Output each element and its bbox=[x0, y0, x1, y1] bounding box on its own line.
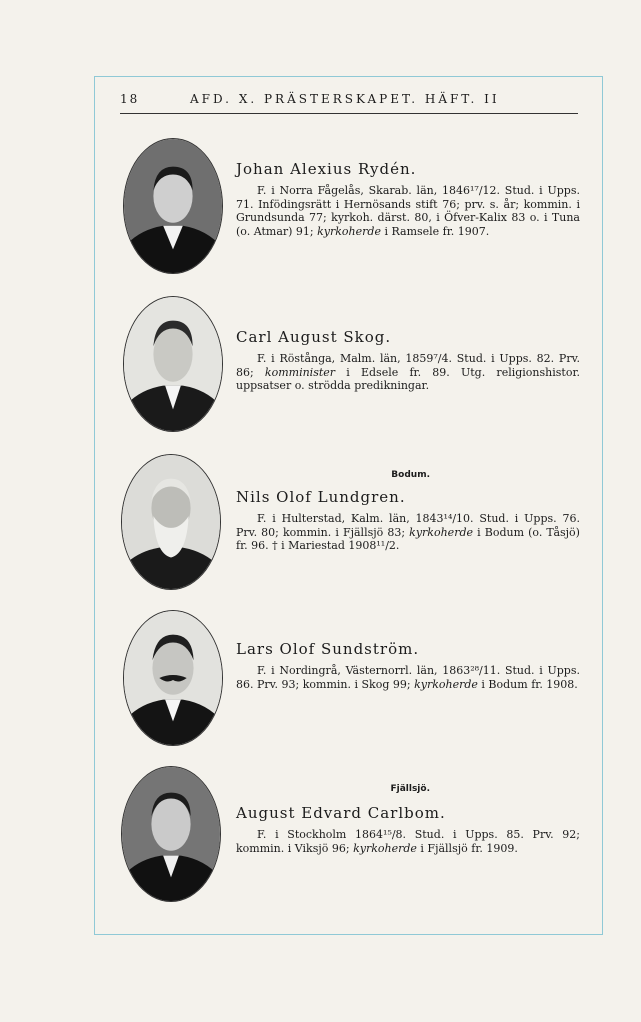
portrait-sundstrom bbox=[123, 610, 223, 746]
entry-sundstrom bbox=[236, 640, 580, 691]
entry-text: F. i Nordingrå, Västernorrl. län, 1863²⁸/11. Stud. i Upps. 86. Prv. 93; kommin. i Skog 99; kyrkoherde i Bodum fr. 1908. bbox=[236, 664, 580, 691]
entry-text: F. i Röstånga, Malm. län, 1859⁷/4. Stud. i Upps. 82. Prv. 86; komminister i Edsele fr. 89. Utg. religionshistor. uppsatser o. strödda predikningar. bbox=[236, 352, 580, 392]
place-heading-bodum: Bodum. bbox=[391, 470, 430, 480]
entry-name: Johan Alexius Rydén. bbox=[236, 160, 417, 178]
entry-text: F. i Norra Fågelås, Skarab. län, 1846¹⁷/12. Stud. i Upps. 71. Infödingsrätt i Hernösands stift 76; prv. s. år; kommin. i Grundsunda 77; kyrkoh. därst. 80, i Öfver-Kalix 83 o. i Tuna (o. Atmar) 91; kyrkoherde i Ramsele fr. 1907. bbox=[236, 184, 580, 238]
entry-skog bbox=[236, 328, 580, 393]
portrait-ryden bbox=[123, 138, 223, 274]
place-heading-fjallsjo: Fjällsjö. bbox=[390, 784, 430, 794]
entry-carlbom bbox=[236, 804, 580, 855]
running-title: AFD. X. PRÄSTERSKAPET. HÄFT. II bbox=[190, 92, 500, 106]
portrait-lundgren bbox=[121, 454, 221, 590]
entry-name: Lars Olof Sundström. bbox=[236, 640, 420, 658]
header-rule bbox=[120, 113, 578, 114]
entry-name: Nils Olof Lundgren. bbox=[236, 488, 406, 506]
entry-text: F. i Stockholm 1864¹⁵/8. Stud. i Upps. 85. Prv. 92; kommin. i Viksjö 96; kyrkoherde i Fjällsjö fr. 1909. bbox=[236, 828, 580, 855]
page-number: 18 bbox=[120, 92, 140, 106]
entry-text: F. i Hulterstad, Kalm. län, 1843¹⁴/10. Stud. i Upps. 76. Prv. 80; kommin. i Fjällsjö 83; kyrkoherde i Bodum (o. Tåsjö) fr. 96. † i Mariestad 1908¹¹/2. bbox=[236, 512, 580, 552]
entry-ryden bbox=[236, 160, 580, 238]
entry-lundgren bbox=[236, 488, 580, 553]
entry-name: Carl August Skog. bbox=[236, 328, 392, 346]
portrait-skog bbox=[123, 296, 223, 432]
portrait-carlbom bbox=[121, 766, 221, 902]
page-header bbox=[120, 92, 578, 114]
entry-name: August Edvard Carlbom. bbox=[236, 804, 446, 822]
